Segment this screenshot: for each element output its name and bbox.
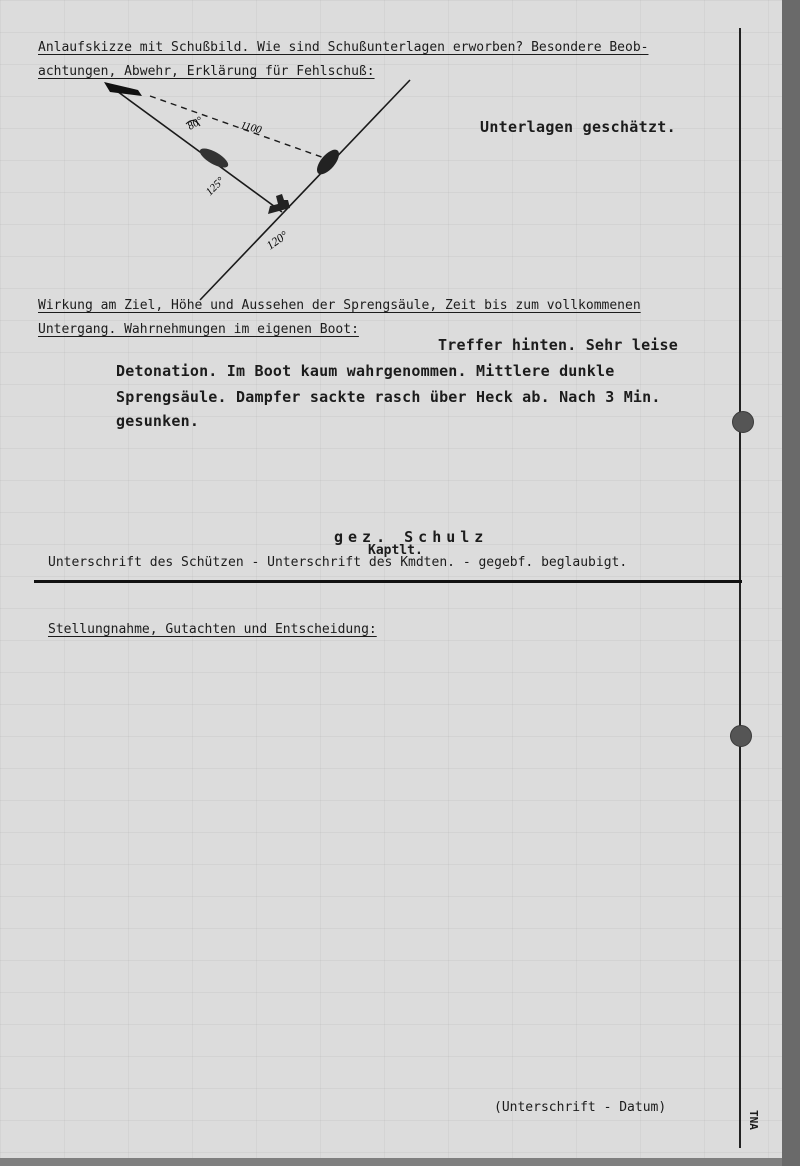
effect-heading-line1: Wirkung am Ziel, Höhe und Aussehen der Sprengsäule, Zeit bis zum vollkommenen (38, 298, 641, 313)
target-estimated-icon (197, 145, 231, 171)
margin-mark: TNA (747, 1110, 760, 1130)
target-ship-icon (313, 146, 343, 178)
scan-edge (782, 0, 800, 1166)
sketch-answer: Unterlagen geschätzt. (480, 118, 676, 136)
angle-mid-label: 125° (203, 174, 227, 199)
punch-hole-upper (732, 411, 754, 433)
sketch-heading-line2: achtungen, Abwehr, Erklärung für Fehlschuß: (38, 64, 375, 79)
sketch-heading-line1: Anlaufskizze mit Schußbild. Wie sind Schußunterlagen erworben? Besondere Beob- (38, 40, 649, 55)
effect-answer-line3: Sprengsäule. Dampfer sackte rasch über Heck ab. Nach 3 Min. (116, 388, 661, 406)
torpedo-track-line (110, 86, 282, 212)
attack-sketch (90, 72, 420, 302)
date-signature-caption: (Unterschrift - Datum) (494, 1100, 667, 1115)
uboat-icon (104, 82, 142, 96)
angle-small-label: 80° (185, 114, 205, 133)
section-divider (34, 580, 742, 583)
right-margin-rule (739, 28, 741, 1148)
angle-course-label: 120° (263, 227, 291, 253)
signature-rank: Kaptlt. (368, 543, 423, 558)
target-course-line (200, 80, 410, 300)
signature-signed: gez. Schulz (334, 528, 489, 546)
effect-answer-line4: gesunken. (116, 412, 200, 430)
distance-label: 1100 (239, 119, 263, 137)
effect-answer-line2: Detonation. Im Boot kaum wahrgenommen. Mittlere dunkle (116, 362, 615, 380)
opinion-heading: Stellungnahme, Gutachten und Entscheidung: (48, 622, 377, 637)
effect-heading-line2: Untergang. Wahrnehmungen im eigenen Boot: (38, 322, 359, 337)
punch-hole-lower (730, 725, 752, 747)
effect-answer-line1: Treffer hinten. Sehr leise (438, 336, 678, 354)
signature-caption: Unterschrift des Schützen - Unterschrift des Kmdten. - gegebf. beglaubigt. (48, 555, 628, 570)
